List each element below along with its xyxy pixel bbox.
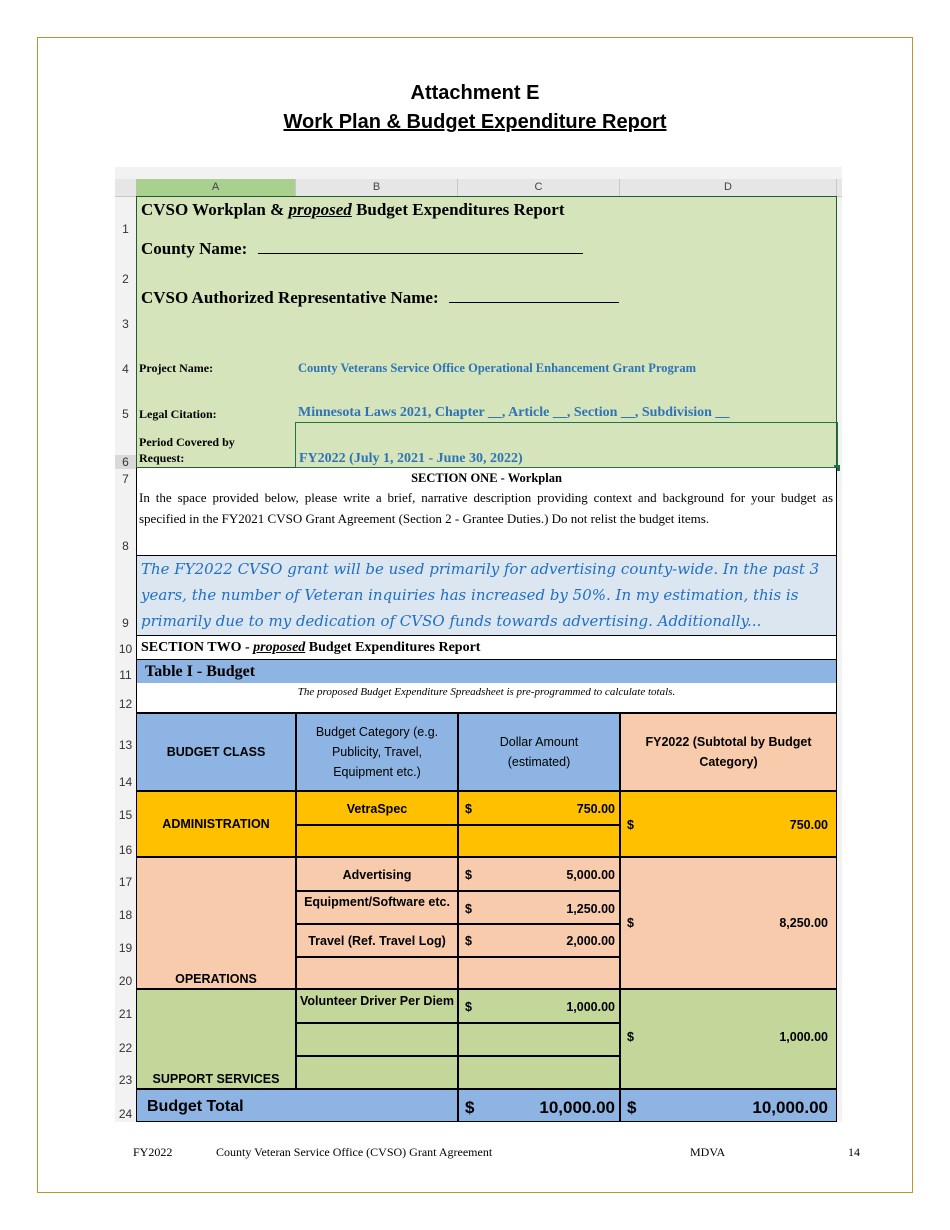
row-number[interactable]: 7	[122, 472, 129, 486]
row-number[interactable]: 12	[118, 697, 133, 711]
report-title: Work Plan & Budget Expenditure Report	[283, 111, 667, 133]
row-number[interactable]: 15	[118, 808, 133, 822]
ops-amount-empty[interactable]	[458, 957, 620, 989]
administration-class: ADMINISTRATION	[136, 791, 296, 857]
row-number[interactable]: 9	[122, 616, 129, 630]
column-header-b[interactable]: B	[296, 179, 458, 196]
table-title: Table I - Budget	[136, 660, 837, 683]
budget-total-subtotal[interactable]: $ 10,000.00	[620, 1089, 837, 1122]
ops-amount-cell[interactable]: $ 2,000.00	[458, 924, 620, 957]
row-number[interactable]: 6	[115, 455, 136, 469]
row-number[interactable]: 22	[118, 1041, 133, 1055]
row-number[interactable]: 19	[118, 941, 133, 955]
row-number[interactable]: 13	[118, 738, 133, 752]
ops-amount-cell[interactable]: $ 5,000.00	[458, 857, 620, 891]
admin-subtotal-cell[interactable]: $ 750.00	[620, 791, 837, 857]
representative-name-label: CVSO Authorized Representative Name:	[141, 288, 661, 312]
project-name-value[interactable]: County Veterans Service Office Operational Enhancement Grant Program	[298, 361, 696, 375]
row-number[interactable]: 5	[122, 407, 129, 421]
column-header-c[interactable]: C	[458, 179, 620, 196]
budget-class-header: BUDGET CLASS	[136, 713, 296, 791]
row-number[interactable]: 11	[119, 668, 132, 682]
row-number[interactable]: 14	[118, 775, 133, 789]
admin-category-cell[interactable]: VetraSpec	[296, 791, 458, 825]
admin-amount-cell[interactable]: $ 750.00	[458, 791, 620, 825]
row-number[interactable]: 24	[118, 1107, 133, 1121]
support-subtotal-cell[interactable]: $ 1,000.00	[620, 989, 837, 1089]
legal-citation-label: Legal Citation:	[139, 407, 217, 421]
section-one-instructions: In the space provided below, please write a brief, narrative description providing context and background for your budget as specified in the FY2021 CVSO Grant Agreement (Section 2 - Grantee Duties.) Do not relist the budget items.	[139, 490, 833, 526]
ops-subtotal-cell[interactable]: $ 8,250.00	[620, 857, 837, 989]
budget-total-amount[interactable]: $ 10,000.00	[458, 1089, 620, 1122]
table-note: The proposed Budget Expenditure Spreadsheet is pre-programmed to calculate totals.	[136, 683, 837, 713]
operations-class: OPERATIONS	[136, 857, 296, 989]
budget-category-header: Budget Category (e.g. Publicity, Travel, Equipment etc.)	[296, 713, 458, 791]
attachment-title: Attachment E	[410, 82, 540, 104]
footer-page-number: 14	[848, 1145, 860, 1159]
narrative-input[interactable]: The FY2022 CVSO grant will be used primarily for advertising county-wide. In the past 3 years, the number of Veteran inquiries has increased by 50%. In my estimation, this is primarily due to my dedication of CVSO funds towards advertising. Additionally...	[136, 556, 837, 636]
row-number[interactable]: 8	[122, 539, 129, 553]
period-label: Period Covered by Request:	[139, 435, 235, 465]
footer-agreement: County Veteran Service Office (CVSO) Grant Agreement	[216, 1145, 493, 1159]
county-name-blank[interactable]	[258, 239, 583, 254]
row-number[interactable]: 1	[122, 222, 129, 236]
column-header-a[interactable]: A	[136, 179, 296, 196]
row-number[interactable]: 18	[118, 908, 133, 922]
support-category-empty[interactable]	[296, 1056, 458, 1089]
footer-agency: MDVA	[690, 1145, 726, 1159]
project-name-label: Project Name:	[139, 361, 214, 375]
row-number[interactable]: 10	[118, 642, 133, 656]
section-one-heading: SECTION ONE - Workplan	[411, 471, 562, 485]
ops-category-cell[interactable]: Travel (Ref. Travel Log)	[296, 924, 458, 957]
representative-name-blank[interactable]	[449, 288, 619, 303]
column-header-d[interactable]: D	[620, 179, 837, 196]
ops-category-cell[interactable]: Equipment/Software etc.	[296, 891, 458, 924]
support-amount-empty[interactable]	[458, 1023, 620, 1056]
ops-category-empty[interactable]	[296, 957, 458, 989]
support-category-cell[interactable]: Volunteer Driver Per Diem	[296, 989, 458, 1023]
county-name-label: County Name:	[141, 239, 601, 263]
row-number[interactable]: 4	[122, 362, 129, 376]
workplan-title: CVSO Workplan & proposed Budget Expenditures Report	[141, 200, 565, 219]
row-number[interactable]: 23	[118, 1073, 133, 1087]
support-amount-empty[interactable]	[458, 1056, 620, 1089]
row-number[interactable]: 2	[122, 272, 129, 286]
admin-category-empty[interactable]	[296, 825, 458, 857]
ops-category-cell[interactable]: Advertising	[296, 857, 458, 891]
support-category-empty[interactable]	[296, 1023, 458, 1056]
subtotal-header: FY2022 (Subtotal by Budget Category)	[620, 713, 837, 791]
footer-year: FY2022	[133, 1145, 173, 1159]
support-amount-cell[interactable]: $ 1,000.00	[458, 989, 620, 1023]
dollar-amount-header: Dollar Amount (estimated)	[458, 713, 620, 791]
section-two-heading: SECTION TWO - proposed Budget Expenditures Report	[136, 636, 837, 660]
row-number[interactable]: 20	[118, 974, 133, 988]
row-number[interactable]: 17	[118, 875, 133, 889]
period-value-selected-cell[interactable]: FY2022 (July 1, 2021 - June 30, 2022)	[295, 422, 838, 468]
support-services-class: SUPPORT SERVICES	[136, 989, 296, 1089]
ops-amount-cell[interactable]: $ 1,250.00	[458, 891, 620, 924]
admin-amount-empty[interactable]	[458, 825, 620, 857]
legal-citation-value[interactable]: Minnesota Laws 2021, Chapter __, Article __, Section __, Subdivision __	[298, 405, 730, 420]
row-number[interactable]: 3	[122, 317, 129, 331]
row-number[interactable]: 16	[118, 843, 133, 857]
budget-total-label: Budget Total	[136, 1089, 458, 1122]
row-number[interactable]: 21	[118, 1007, 133, 1021]
spreadsheet-screenshot	[115, 167, 842, 1122]
